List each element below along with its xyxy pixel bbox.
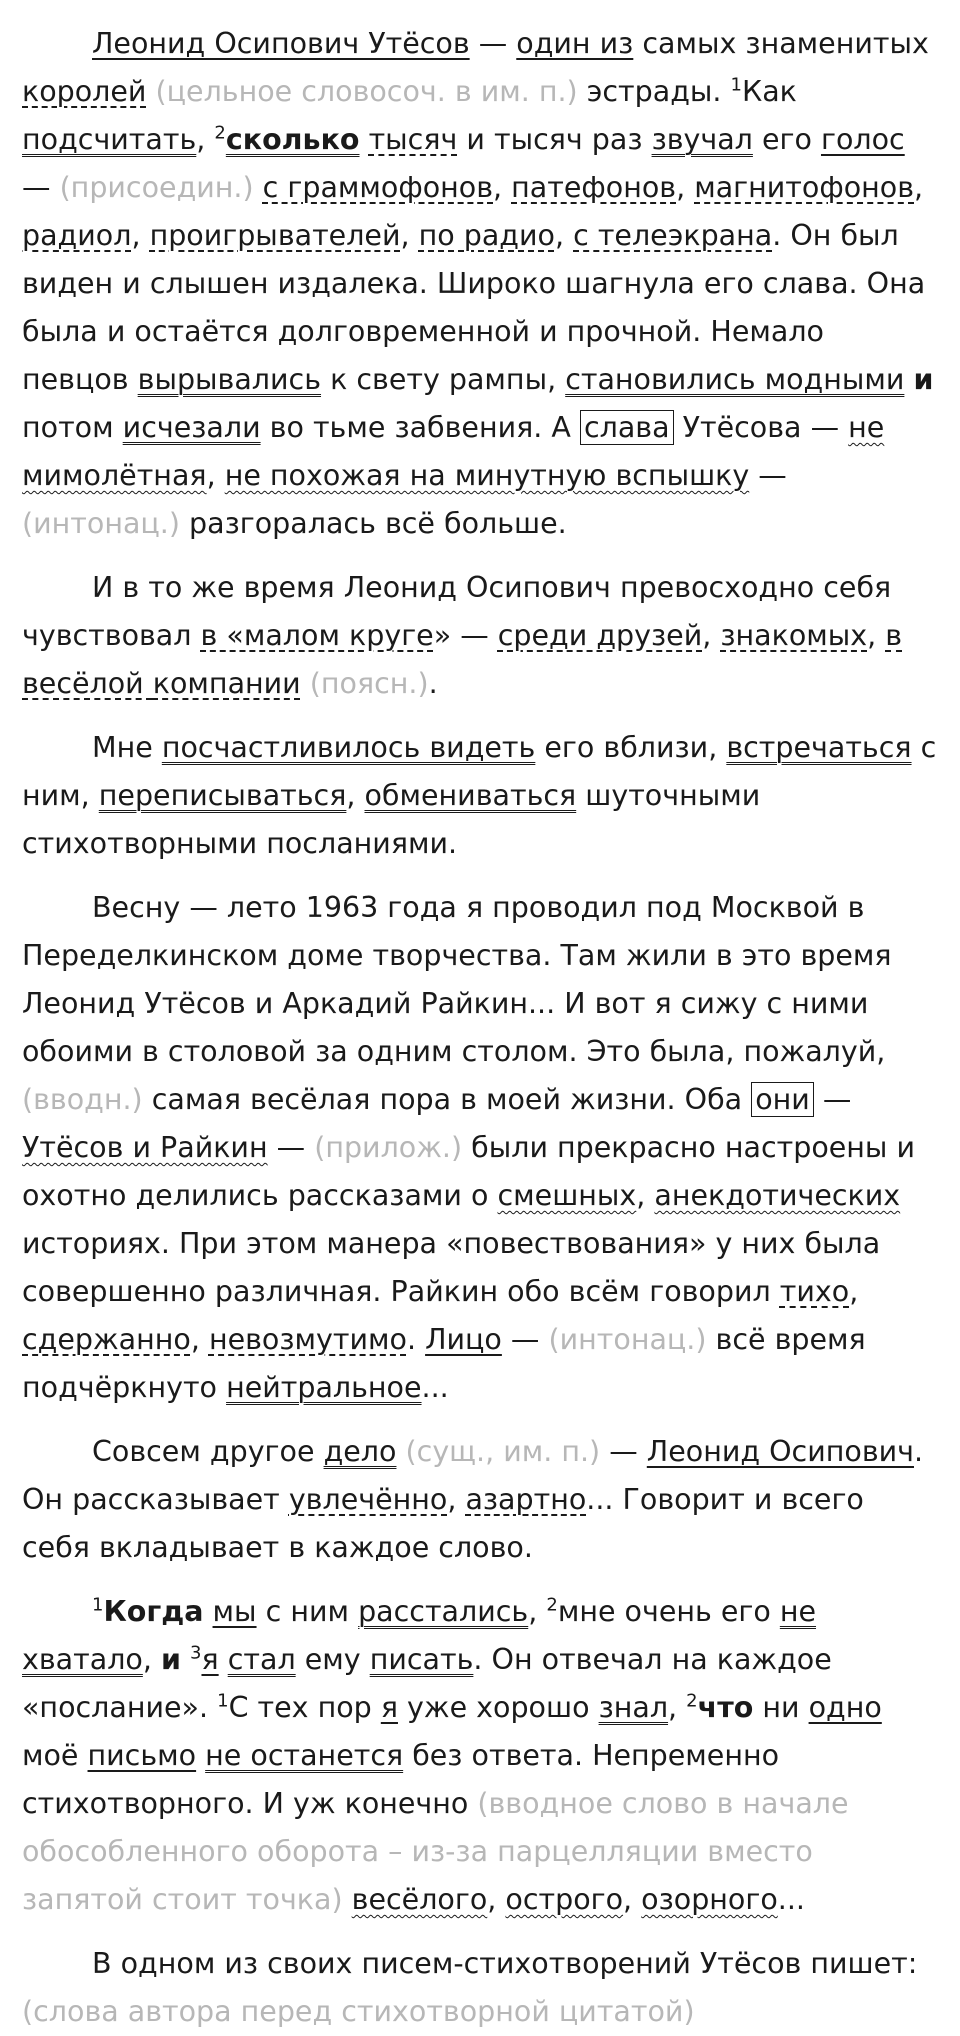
attribute-underline: озорного: [641, 1883, 778, 1916]
text-run: во тьме забвения. А: [260, 411, 580, 444]
text-run: [254, 171, 263, 204]
text-run: без ответа. Непременно стихотворного. И уж конечно: [22, 1739, 780, 1820]
modifier-underline: в «малом круге: [200, 619, 434, 652]
paragraph: [22, 1940, 938, 2036]
grammar-note: (вводное слово в начале обособленного оборота – из-за парцелляции вместо запятой стоит точка): [22, 1787, 849, 1916]
text-run: В одном из своих писем-стихотворений Утёсов пишет:: [92, 1947, 918, 1980]
text-run: его: [752, 123, 821, 156]
boxed-word: слава: [580, 410, 674, 445]
text-run: моё: [22, 1739, 88, 1772]
boxed-word: они: [751, 1082, 814, 1117]
subject-underline: я: [380, 1691, 398, 1724]
text-run: мне очень его: [557, 1595, 780, 1628]
text-run: —: [813, 1083, 852, 1116]
paragraph: [22, 1588, 938, 1924]
attribute-underline: не похожая на минутную вспышку: [224, 459, 750, 492]
clause-number: 2: [546, 1594, 558, 1616]
text-run: эстрады.: [577, 75, 731, 108]
text-run: И в то же время Леонид Осипович превосходно себя чувствовал: [22, 571, 892, 652]
modifier-underline: радиол: [22, 219, 132, 252]
text-run: —: [22, 171, 60, 204]
clause-number: 3: [190, 1642, 202, 1664]
text-run: ни: [753, 1691, 809, 1724]
text-run: самая весёлая пора в моей жизни. Оба: [142, 1083, 752, 1116]
text-run: ...: [777, 1883, 805, 1916]
text-run: ему: [295, 1643, 370, 1676]
modifier-underline: патефонов: [511, 171, 677, 204]
predicate-underline: вырывались: [137, 363, 322, 396]
grammar-note: (интонац.): [22, 507, 180, 540]
bold-conjunction: [698, 1691, 754, 1724]
text-run: [203, 1595, 212, 1628]
grammar-note: (прилож.): [314, 1131, 463, 1164]
modifier-underline: тихо: [779, 1275, 850, 1308]
text-run: . Он рассказывает: [22, 1435, 924, 1516]
text-run: [396, 1435, 405, 1468]
text-run: —: [469, 27, 517, 60]
text-run: ,: [400, 219, 419, 252]
modifier-underline: тысяч: [368, 123, 458, 156]
subject-underline: мы: [212, 1595, 257, 1628]
subject-underline: голос: [820, 123, 905, 156]
clause-number: 1: [730, 74, 742, 96]
predicate-underline: дело: [323, 1435, 397, 1468]
subject-underline: я: [201, 1643, 219, 1676]
text-run: Совсем другое: [92, 1435, 324, 1468]
text-run: потом: [22, 411, 123, 444]
modifier-underline: в весёлой: [22, 619, 903, 700]
text-run: ,: [142, 1643, 161, 1676]
text-run: ,: [914, 171, 924, 204]
predicate-underline: нейтральное: [226, 1371, 422, 1404]
bold-conjunction: [161, 1643, 181, 1676]
text-run: С тех пор: [228, 1691, 381, 1724]
text-run: [343, 1883, 352, 1916]
predicate-underline: [226, 123, 360, 156]
text-run: Утёсова —: [673, 411, 849, 444]
attribute-underline: Утёсов и Райкин: [22, 1131, 268, 1164]
text-run: разгоралась всё больше.: [180, 507, 567, 540]
text-run: с ним,: [22, 731, 937, 812]
paragraph: [22, 724, 938, 868]
text-run: ,: [487, 1883, 506, 1916]
attribute-underline: не мимолётная: [22, 411, 885, 492]
predicate-underline: знал: [598, 1691, 669, 1724]
modifier-underline: увлечённо: [288, 1483, 448, 1516]
paragraph: [22, 884, 938, 1412]
predicate-underline: посчастливилось видеть: [161, 731, 536, 764]
subject-underline: Леонид Осипович Утёсов: [92, 27, 470, 60]
predicate-underline: писать: [369, 1643, 474, 1676]
text-run: .: [406, 1323, 426, 1356]
subject-underline: письмо: [87, 1739, 197, 1772]
text-run: » —: [433, 619, 498, 652]
clause-number: 1: [92, 1594, 104, 1616]
paragraph: [22, 564, 938, 708]
text-run: ,: [528, 1595, 547, 1628]
text-run: ,: [702, 619, 721, 652]
clause-number: 1: [217, 1690, 229, 1712]
text-run: шуточными стихотворными посланиями.: [22, 779, 761, 860]
modifier-underline: с телеэкрана: [573, 219, 773, 252]
bold-text: что: [697, 1691, 754, 1724]
text-run: к свету рампы,: [321, 363, 566, 396]
text-run: ,: [196, 123, 215, 156]
bold-conjunction: [103, 1595, 203, 1628]
text-run: [301, 667, 310, 700]
predicate-underline: стал: [227, 1643, 296, 1676]
text-run: ... Говорит и всего себя вкладывает в каждое слово.: [22, 1483, 864, 1564]
modifier-underline: среди друзей: [497, 619, 703, 652]
grammar-note: (цельное словосоч. в им. п.): [155, 75, 578, 108]
text-run: ,: [131, 219, 150, 252]
text-run: ,: [206, 459, 225, 492]
text-run: [146, 75, 155, 108]
text-run: ,: [447, 1483, 466, 1516]
bold-text: сколько: [225, 123, 360, 156]
modifier-underline: невозмутимо: [208, 1323, 407, 1356]
paragraph: [22, 20, 938, 548]
subject-underline: один из: [516, 27, 634, 60]
text-run: ,: [554, 219, 574, 252]
predicate-underline: становились модными: [565, 363, 905, 396]
text-run: ,: [493, 171, 512, 204]
text-run: ,: [668, 1691, 687, 1724]
text-run: его вблизи,: [535, 731, 727, 764]
text-run: [196, 1739, 205, 1772]
text-run: ,: [190, 1323, 209, 1356]
subject-underline: Лицо: [425, 1323, 502, 1356]
predicate-underline: не хватало: [22, 1595, 817, 1676]
text-run: Как: [741, 75, 797, 108]
bold-conjunction: [913, 363, 933, 396]
text-run: всё время подчёркнуто: [22, 1323, 866, 1404]
text-run: историях. При этом манера «повествования» у них была совершенно различная. Райкин обо всём говорил: [22, 1227, 881, 1308]
text-run: уже хорошо: [397, 1691, 599, 1724]
modifier-underline: проигрывателей: [149, 219, 401, 252]
attribute-underline: смешных: [497, 1179, 637, 1212]
predicate-underline: звучал: [651, 123, 753, 156]
text-run: .: [428, 667, 438, 700]
text-run: [181, 1643, 190, 1676]
clause-number: 2: [214, 122, 226, 144]
grammar-note: (сущ., им. п.): [405, 1435, 601, 1468]
modifier-underline: магнитофонов: [694, 171, 915, 204]
modifier-underline: азартно: [465, 1483, 587, 1516]
modifier-underline: компании: [152, 667, 301, 700]
text-run: . Он был виден и слышен издалека. Широко шагнула его слава. Она была и остаётся долговременной и прочной. Немало певцов: [22, 219, 926, 396]
text-run: —: [267, 1131, 315, 1164]
grammar-note: (интонац.): [548, 1323, 707, 1356]
text-run: ,: [676, 171, 695, 204]
text-run: ,: [867, 619, 886, 652]
paragraph: [22, 1428, 938, 1572]
predicate-underline: переписываться: [98, 779, 347, 812]
modifier-underline: королей: [22, 75, 147, 108]
attribute-underline: анекдотических: [654, 1179, 901, 1212]
bold-text: и: [913, 363, 934, 396]
predicate-underline: расстались: [358, 1595, 529, 1628]
attribute-underline: острого: [505, 1883, 624, 1916]
text-run: [219, 1643, 228, 1676]
text-run: —: [600, 1435, 647, 1468]
text-run: с ним: [256, 1595, 359, 1628]
bold-text: и: [160, 1643, 181, 1676]
predicate-underline: исчезали: [122, 411, 261, 444]
text-run: ...: [421, 1371, 449, 1404]
text-run: ,: [346, 779, 365, 812]
text-run: —: [749, 459, 787, 492]
modifier-underline: сдержанно: [22, 1323, 191, 1356]
subject-underline: Леонид Осипович: [646, 1435, 914, 1468]
text-run: были прекрасно настроены и охотно делились рассказами о: [22, 1131, 916, 1212]
clause-number: 2: [686, 1690, 698, 1712]
text-run: [360, 123, 369, 156]
modifier-underline: по радио: [418, 219, 555, 252]
grammar-note: (слова автора перед стихотворной цитатой): [22, 1995, 695, 2028]
grammar-note: (присоедин.): [59, 171, 254, 204]
subject-underline: одно: [808, 1691, 882, 1724]
grammar-note: (вводн.): [22, 1083, 143, 1116]
text-run: самых знаменитых: [633, 27, 929, 60]
text-run: Мне: [92, 731, 162, 764]
text-run: —: [501, 1323, 549, 1356]
predicate-underline: обмениваться: [364, 779, 577, 812]
predicate-underline: встречаться: [726, 731, 912, 764]
attribute-underline: весёлого: [351, 1883, 488, 1916]
text-run: и тысяч раз: [457, 123, 652, 156]
modifier-underline: с граммофонов: [262, 171, 494, 204]
bold-text: Когда: [103, 1595, 204, 1628]
predicate-underline: подсчитать: [22, 123, 197, 156]
text-run: . Он отвечал на каждое «послание».: [22, 1643, 832, 1724]
grammar-note: (поясн.): [309, 667, 429, 700]
predicate-underline: не останется: [205, 1739, 404, 1772]
text-run: Весну — лето 1963 года я проводил под Москвой в Переделкинском доме творчества. Там жили в это время Леонид Утёсов и Аркадий Райкин... И вот я сижу с ними обоими в столовой за одним столом. Это была, пожалуй,: [22, 891, 892, 1068]
text-run: ,: [623, 1883, 642, 1916]
modifier-underline: знакомых: [720, 619, 868, 652]
text-run: ,: [636, 1179, 655, 1212]
text-run: ,: [849, 1275, 859, 1308]
